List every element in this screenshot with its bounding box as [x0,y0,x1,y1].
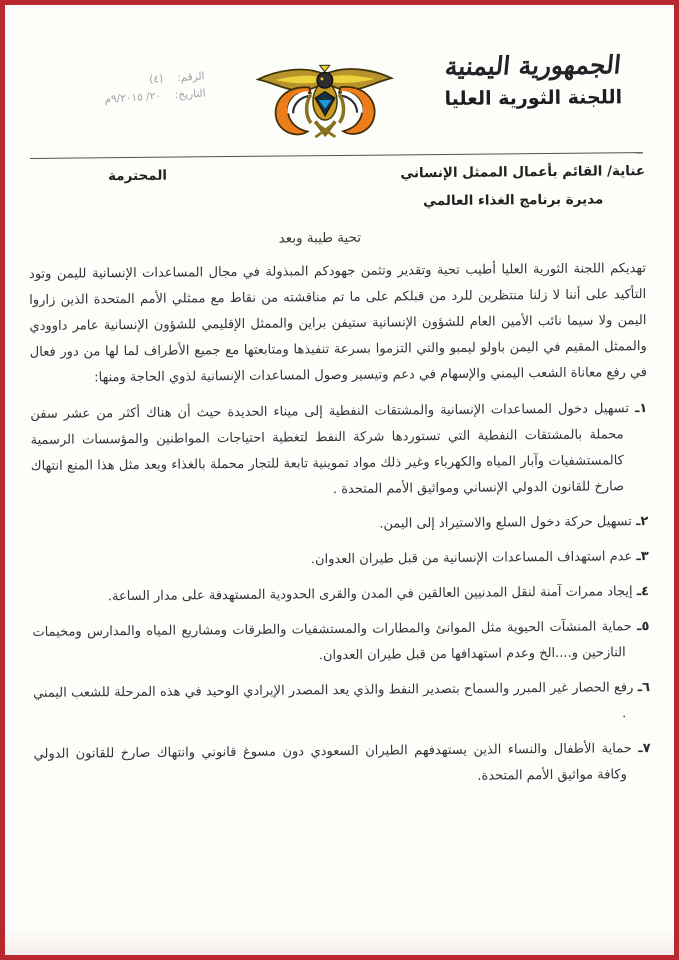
yemen-coat-of-arms-icon [253,48,396,151]
item-number: ٢ـ [635,514,649,530]
letterhead-titles [424,50,643,110]
item-text: تسهيل دخول المساعدات الإنسانية والمشتقات النفطية إلى ميناء الحديدة حيث أن هناك أكثر من عشر سفن محملة بالمشتقات النفطية التي تستوردها شركة النفط لتغطية احتياجات المواطنين والمؤسسات الرسمية كالمستشفيات وآبار المياه والكهرباء وغير ذلك مواد تموينية تابعة للتجار محملة بالغذاء ويعد مثل هذا المنع انتهاك صارخ للقانون الدولي الإنساني ومواثيق الأمم المتحدة . [30,401,629,498]
item-text: عدم استهداف المساعدات الإنسانية من قبل طيران العدوان. [310,549,633,568]
list-item [32,544,649,576]
committee-title: اللجنة الثورية العليا [444,86,623,110]
item-number: ٣ـ [636,549,649,565]
demands-list [30,396,651,794]
list-item [34,736,651,794]
honorific: المحترمة [107,167,168,185]
item-text: تسهيل حركة دخول السلع والاستيراد إلى اليمن. [379,514,632,532]
item-text: حماية الأطفال والنساء الذين يستهدفهم الطيران السعودي دون مسوغ قانوني وانتهاك صارخ للقانون الدولي وكافة مواثيق الأمم المتحدة. [33,741,632,784]
greeting-line: تحية طيبة وبعد [278,229,362,247]
ref-date-stamp [54,68,206,111]
intro-paragraph: تهديكم اللجنة الثورية العليا أطيب تحية وتقدير وتثمن جهودكم المبذولة في مجال المساعدات الإنسانية لليمن وتود التأكيد على أننا لا زلنا منتظرين للرد من قبلكم على ما تم مناقشته من نقاط مع ممثلي الأمم المتحدة الذين زاروا اليمن ولا سيما نائب الأمين العام للشؤون الإنسانية ستيفن براين والممثل الإقليمي للشؤون الإنسانية عامر داوودي والممثل المقيم في اليمن باولو ليمبو والتي التزموا بسرعة تنفيذها ومتابعتها مع جميع الأطراف لما لها من دور فعال في رفع معاناة الشعب اليمني والإسهام في دعم وتيسير وصول المساعدات الإنسانية لذوي الحاجة ومنها: [28,261,648,386]
ref-number-value: (٤) [148,72,164,86]
list-item [31,509,648,541]
republic-title: الجمهورية اليمنية [443,50,623,81]
item-number: ١ـ [634,401,648,417]
date-value: ٢٠/ ٩/٢٠١٥م [104,90,162,106]
item-number: ٦ـ [637,680,651,696]
item-text: إيجاد ممرات آمنة لنقل المدنيين العالقين في المدن والقرى الحدودية المستهدفة على مدار الساعة. [107,584,633,605]
ref-number-label: الرقم: [176,70,205,85]
item-text: رفع الحصار غير المبرر والسماح بتصدير النفط والذي يعد المصدر الإيرادي الوحيد في هذه المرحلة للشعب اليمني . [32,680,634,722]
attention-line: عناية/ القائم بأعمال الممثل الإنساني [400,163,646,182]
item-number: ٥ـ [636,619,650,635]
item-number: ٤ـ [636,584,650,600]
list-item [32,614,649,672]
list-item [33,675,650,733]
position-line: مديرة برنامج الغذاء العالمي [423,191,604,210]
list-item [30,396,648,506]
item-text: حماية المنشآت الحيوية مثل الموانئ والمطارات والمستشفيات والطرقات ومشاريع المياه والمدارس ومخيمات النازحين و....الخ وعدم استهدافها من قبل طيران العدوان. [32,619,632,664]
scan-content [0,2,678,958]
list-item [32,579,649,611]
date-label: التاريخ: [174,87,206,102]
letterhead [26,2,644,158]
item-number: ٧ـ [638,741,651,757]
